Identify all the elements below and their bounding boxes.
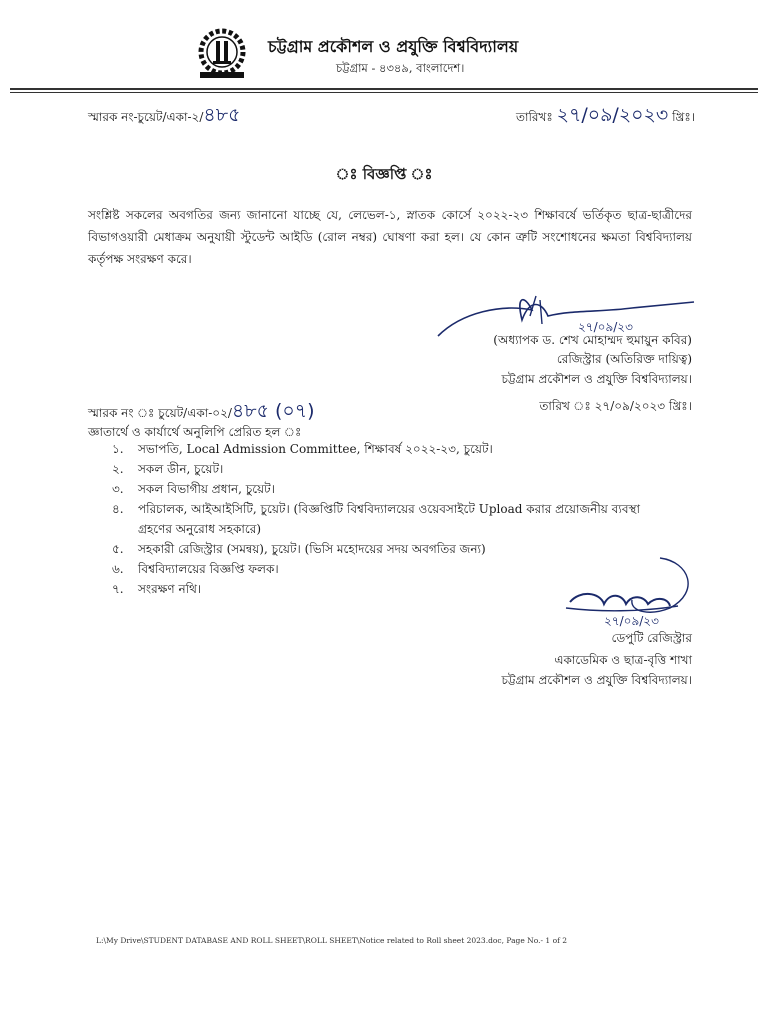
cc-item-text: সকল ডীন, চুয়েট। [138,462,224,476]
memo-reference-label: স্মারক নং-চুয়েট/একা-২/ [88,110,204,124]
copy-memo-number-handwritten: ৪৮৫ (০৭) [231,400,315,422]
cc-item-text: বিশ্ববিদ্যালয়ের বিজ্ঞপ্তি ফলক। [138,562,279,576]
notice-body: সংশ্লিষ্ট সকলের অবগতির জন্য জানানো যাচ্ছে যে, লেভেল-১, স্নাতক কোর্সে ২০২২-২৩ শিক্ষাবর্ষে ভর্তিকৃত ছাত্র-ছাত্রীদের বিভাগওয়ারী মেধাক্রম অনুযায়ী স্টুডেন্ট আইডি (রোল নম্বর) ঘোষণা করা হল। যে কোন ত্রুটি সংশোধনের ক্ষমতা বিশ্ববিদ্যালয় কর্তৃপক্ষ সংরক্ষণ করে। [88,208,692,266]
header-rule-top [10,88,758,90]
university-address: চট্টগ্রাম - ৪৩৪৯, বাংলাদেশ। [336,61,465,75]
copy-memo-date-suffix: খ্রিঃ। [668,399,692,413]
cc-item-text: সংরক্ষণ নথি। [138,582,202,596]
deputy-registrar-designation: ডেপুটি রেজিস্ট্রার [611,631,692,645]
cc-list-item [112,459,658,479]
copy-memo-reference-label: স্মারক নং ঃ চুয়েট/একা-০২/ [88,406,232,420]
footer-file-path: L:\My Drive\STUDENT DATABASE AND ROLL SHEET\ROLL SHEET\Notice related to Roll sheet 2023.doc, Page No.- 1 of 2 [96,936,568,945]
cc-item-number: ৩. [112,482,124,496]
memo-date-label: তারিখঃ [516,110,553,124]
university-logo [192,28,252,80]
memo-reference [88,101,240,133]
notice-title: ঃ বিজ্ঞপ্তি ঃ [335,165,433,183]
cc-item-number: ৫. [112,542,124,556]
copy-memo-date-value: ২৭/০৯/২০২৩ [594,399,666,413]
registrar-name: (অধ্যাপক ড. শেখ মোহাম্মদ হুমায়ুন কবির) [493,333,692,347]
cc-item-text: সহকারী রেজিস্ট্রার (সমন্বয়), চুয়েট। (ভিসি মহোদয়ের সদয় অবগতির জন্য) [138,542,486,556]
university-name: চট্টগ্রাম প্রকৌশল ও প্রযুক্তি বিশ্ববিদ্যালয় [268,37,519,56]
memo-date [516,101,695,133]
cc-list-item [112,439,658,459]
cc-item-number: ৪. [112,502,124,516]
cc-item-text: পরিচালক, আইআইসিটি, চুয়েট। (বিজ্ঞপ্তিটি বিশ্ববিদ্যালয়ের ওয়েবসাইটে Upload করার প্রয়োজনীয় ব্যবস্থা গ্রহণের অনুরোধ সহকারে) [138,502,640,536]
registrar-signature-date: ২৭/০৯/২৩ [578,320,633,334]
cc-intro: জ্ঞাতার্থে ও কার্যার্থে অনুলিপি প্রেরিত হল ঃ [88,425,302,439]
memo-date-handwritten: ২৭/০৯/২০২৩ [556,104,669,126]
cc-item-text: সকল বিভাগীয় প্রধান, চুয়েট। [138,482,275,496]
memo-number-handwritten: ৪৮৫ [203,104,241,126]
cc-item-number: ৬. [112,562,124,576]
memo-date-suffix: খ্রিঃ। [672,110,696,124]
deputy-registrar-signature-date: ২৭/০৯/২৩ [604,614,659,628]
copy-memo-date-label: তারিখ ঃ [539,399,591,413]
cc-item-number: ৭. [112,582,124,596]
cc-list-item [112,499,658,539]
cc-item-number: ১. [112,442,124,456]
cc-item-number: ২. [112,462,124,476]
cc-item-text: সভাপতি, Local Admission Committee, শিক্ষাবর্ষ ২০২২-২৩, চুয়েট। [138,442,493,456]
deputy-registrar-section: একাডেমিক ও ছাত্র-বৃত্তি শাখা [554,653,692,667]
header-rule-bottom [10,92,758,93]
registrar-designation: রেজিস্ট্রার (অতিরিক্ত দায়িত্ব) [556,352,692,366]
cc-list-item [112,479,658,499]
deputy-registrar-institution: চট্টগ্রাম প্রকৌশল ও প্রযুক্তি বিশ্ববিদ্যালয়। [501,673,692,687]
registrar-institution: চট্টগ্রাম প্রকৌশল ও প্রযুক্তি বিশ্ববিদ্যালয়। [501,372,692,386]
copy-memo-date [539,398,692,418]
